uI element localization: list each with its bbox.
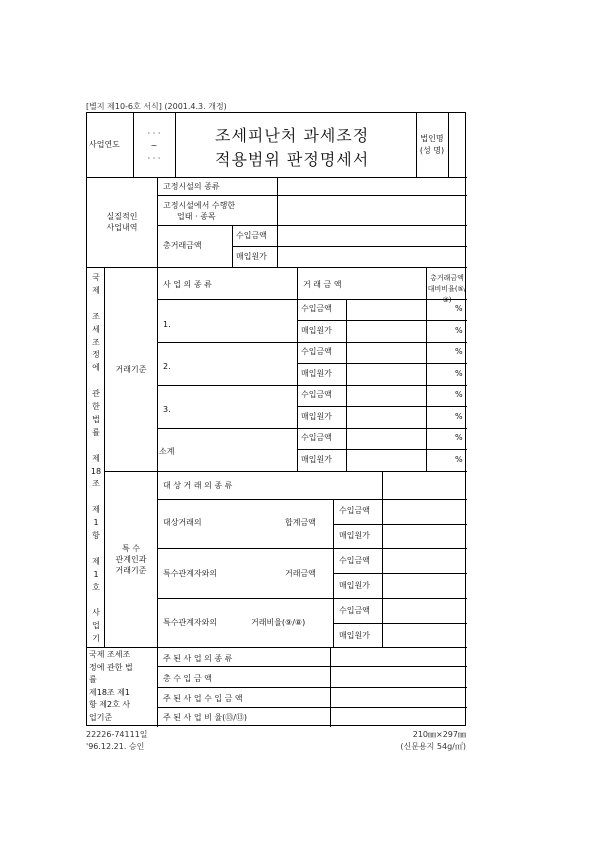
s2-row2-left: 특수관계자와의 <box>163 569 218 578</box>
s2-row2-right: 거래금액 <box>285 569 316 578</box>
total-amount-label: 총거래금액 <box>163 241 202 250</box>
vertical-label-char: 제 <box>92 505 100 515</box>
s2-row1-cost: 매입원가 <box>339 531 370 540</box>
income-label: 수입금액 <box>236 231 267 240</box>
corp-name-sub: (성 명) <box>419 146 445 155</box>
vertical-label-char: 제 <box>92 556 100 566</box>
main-business-ratio: 주 된 사 업 비 율(⑬/⑬) <box>163 713 248 722</box>
year-tilde: ~ <box>150 141 158 150</box>
vertical-label-char: 제 <box>92 453 100 463</box>
pct-3a: % <box>455 390 463 399</box>
pct-4b: % <box>455 455 463 464</box>
special-relation-label-3: 거래기준 <box>115 566 147 575</box>
footer-left-1: 22226-74111일 <box>86 730 148 739</box>
footer-right-2: (신문용지 54g/㎡) <box>400 742 466 751</box>
pct-3b: % <box>455 412 463 421</box>
vertical-label-char: 정 <box>92 350 100 360</box>
vertical-label-char: 업 <box>92 621 100 631</box>
vertical-label-char: 조 <box>92 311 100 321</box>
vertical-label-char: 기 <box>92 634 100 644</box>
year-dots-top: · · · <box>147 129 161 138</box>
vertical-label-char: 1 <box>93 518 99 528</box>
total-income: 총 수 입 금 액 <box>163 674 212 683</box>
vertical-label-char: 1 <box>93 569 99 579</box>
row3-cost: 매입원가 <box>301 412 332 421</box>
form-table <box>86 112 466 726</box>
vertical-label-char: 18 <box>90 466 102 476</box>
actual-business-label-1: 실질적인 <box>106 212 138 221</box>
s2-row2-cost: 매입원가 <box>339 581 370 590</box>
pct-1b: % <box>455 326 463 335</box>
vertical-label-char: 에 <box>92 363 100 373</box>
vertical-label-char: 조 <box>92 479 100 489</box>
row1-income: 수입금액 <box>301 304 332 313</box>
subtotal-income: 수입금액 <box>301 433 332 442</box>
s2-row1-left: 대상거래의 <box>163 518 202 527</box>
vertical-label-char: 조 <box>92 337 100 347</box>
footer-left-2: '96.12.21. 승인 <box>86 742 145 751</box>
pct-4a: % <box>455 433 463 442</box>
s2-row2-income: 수입금액 <box>339 556 370 565</box>
row1-cost: 매입원가 <box>301 326 332 335</box>
vertical-label-char: 국 <box>92 273 100 282</box>
business-type-header: 사 업 의 종 류 <box>163 280 212 289</box>
vertical-label-char: 률 <box>92 427 100 437</box>
cost-label: 매입원가 <box>236 252 267 261</box>
vertical-label-char: 세 <box>92 324 100 334</box>
subtotal-cost: 매입원가 <box>301 455 332 464</box>
business-year-label: 사업연도 <box>89 140 120 149</box>
form-title-line2: 적용범위 판정명세서 <box>215 150 370 169</box>
main-business-type: 주 된 사 업 의 종 류 <box>163 654 233 663</box>
amount-header: 거 래 금 액 <box>303 280 342 289</box>
s2-row3-cost: 매입원가 <box>339 631 370 640</box>
s2-row1-income: 수입금액 <box>339 506 370 515</box>
article-label-line: 국제 조세조 <box>89 650 131 659</box>
row1-label: 1. <box>163 320 171 329</box>
subtotal-label: 소계 <box>159 447 175 456</box>
article-label-line: 업기준 <box>89 712 113 722</box>
form-title-line1: 조세피난처 과세조정 <box>215 126 370 145</box>
vertical-label-char: 한 <box>92 402 100 411</box>
year-dots-bottom: · · · <box>147 154 161 163</box>
vertical-label-char: 호 <box>92 582 100 592</box>
article-label-line: 제18조 제1 <box>89 687 130 697</box>
ratio-header-1: 총거래금액 <box>430 274 464 282</box>
vertical-label-char: 관 <box>92 389 100 399</box>
transaction-basis-label: 거래기준 <box>115 365 147 374</box>
pct-2b: % <box>455 369 463 378</box>
row3-label: 3. <box>163 405 171 414</box>
s2-row1-right: 합계금액 <box>285 518 316 527</box>
fixed-facility-label: 고정시설의 종류 <box>163 182 220 191</box>
special-relation-label-2: 관계인과 <box>115 555 147 564</box>
s2-row3-left: 특수관계자와의 <box>163 618 218 627</box>
row2-income: 수입금액 <box>301 347 332 356</box>
vertical-label-char: 사 <box>92 608 100 618</box>
target-type-header: 대 상 거 래 의 종 류 <box>163 481 233 490</box>
article-label-line: 항 제2호 사 <box>89 700 131 709</box>
row2-cost: 매입원가 <box>301 369 332 378</box>
pct-1a: % <box>455 304 463 313</box>
s2-row3-income: 수입금액 <box>339 606 370 615</box>
s2-row3-right: 거래비율(⑨/⑧) <box>251 618 306 627</box>
special-relation-label-1: 특 수 <box>122 544 140 553</box>
row2-label: 2. <box>163 362 171 371</box>
article-label-line: 률 <box>89 675 97 684</box>
vertical-label-char: 법 <box>92 414 100 424</box>
vertical-label-char: 제 <box>92 285 100 295</box>
vertical-label-char: 항 <box>92 531 100 540</box>
corp-name-label: 법인명 <box>420 134 444 143</box>
facility-business-label-2: 업태 · 종목 <box>177 212 216 221</box>
facility-business-label-1: 고정시설에서 수행한 <box>163 201 236 210</box>
article-label-line: 정에 관한 법 <box>89 662 133 672</box>
ratio-header-2: 대비비율(⑤/③) <box>427 285 467 304</box>
row3-income: 수입금액 <box>301 390 332 399</box>
main-business-income: 주 된 사 업 수 입 금 액 <box>163 694 243 703</box>
form-number: [별지 제10-6호 서식] (2001.4.3. 개정) <box>86 102 227 111</box>
pct-2a: % <box>455 347 463 356</box>
footer-right-1: 210㎜×297㎜ <box>412 730 466 739</box>
actual-business-label-2: 사업내역 <box>106 223 138 232</box>
